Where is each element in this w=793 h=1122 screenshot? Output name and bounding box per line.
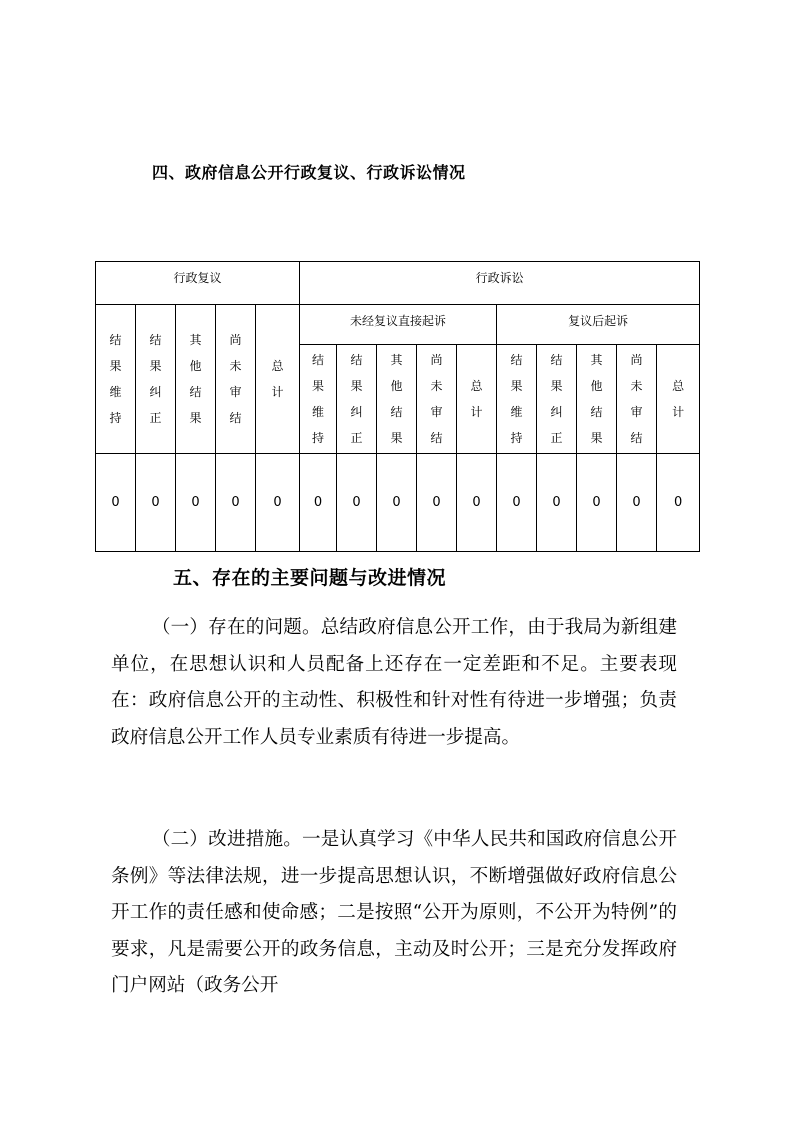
- paragraph-improvement-measures: （二）改进措施。一是认真学习《中华人民共和国政府信息公开条例》等法律法规，进一步提高思想认识，不断增强做好政府信息公开工作的责任感和使命感；二是按照“公开为原则，不公开为特例”的要求，凡是需要公开的政务信息，主动及时公开；三是充分发挥政府门户网站（政务公开: [111, 829, 677, 996]
- table-row-values: [96, 454, 700, 552]
- col-header-direct-total: 总计: [457, 345, 497, 454]
- header-after-review-suit: 复议后起诉: [497, 305, 700, 345]
- value-direct-pending: 0: [417, 454, 457, 552]
- value-after-corrected: 0: [537, 454, 577, 552]
- col-header-after-other: 其他结果: [577, 345, 617, 454]
- col-header-after-maintain: 结果维持: [497, 345, 537, 454]
- value-review-pending: 0: [216, 454, 256, 552]
- col-header-after-corrected: 结果纠正: [537, 345, 577, 454]
- col-header-review-total: 总计: [256, 305, 300, 454]
- col-header-direct-corrected: 结果纠正: [337, 345, 377, 454]
- col-header-direct-maintain: 结果维持: [300, 345, 337, 454]
- header-admin-review: 行政复议: [96, 262, 300, 305]
- value-after-other: 0: [577, 454, 617, 552]
- value-after-maintain: 0: [497, 454, 537, 552]
- value-review-other: 0: [176, 454, 216, 552]
- value-review-corrected: 0: [136, 454, 176, 552]
- col-header-direct-other: 其他结果: [377, 345, 417, 454]
- value-after-total: 0: [657, 454, 700, 552]
- value-direct-maintain: 0: [300, 454, 337, 552]
- col-header-review-other: 其他结果: [176, 305, 216, 454]
- value-direct-other: 0: [377, 454, 417, 552]
- col-header-after-pending: 尚未审结: [617, 345, 657, 454]
- value-direct-corrected: 0: [337, 454, 377, 552]
- value-after-pending: 0: [617, 454, 657, 552]
- section-heading-review-litigation: 四、政府信息公开行政复议、行政诉讼情况: [152, 163, 466, 182]
- value-direct-total: 0: [457, 454, 497, 552]
- paragraph-existing-problems: （一）存在的问题。总结政府信息公开工作，由于我局为新组建单位，在思想认识和人员配备上还存在一定差距和不足。主要表现在：政府信息公开的主动性、积极性和针对性有待进一步增强；负责政府信息公开工作人员专业素质有待进一步提高。: [111, 617, 677, 748]
- value-review-maintain: 0: [96, 454, 136, 552]
- header-direct-suit: 未经复议直接起诉: [300, 305, 497, 345]
- review-litigation-table: [95, 261, 700, 552]
- col-header-direct-pending: 尚未审结: [417, 345, 457, 454]
- col-header-review-corrected: 结果纠正: [136, 305, 176, 454]
- header-admin-litigation: 行政诉讼: [300, 262, 700, 305]
- section-heading-problems-improvements: 五、存在的主要问题与改进情况: [173, 567, 447, 589]
- col-header-review-maintain: 结果维持: [96, 305, 136, 454]
- value-review-total: 0: [256, 454, 300, 552]
- col-header-review-pending: 尚未审结: [216, 305, 256, 454]
- col-header-after-total: 总计: [657, 345, 700, 454]
